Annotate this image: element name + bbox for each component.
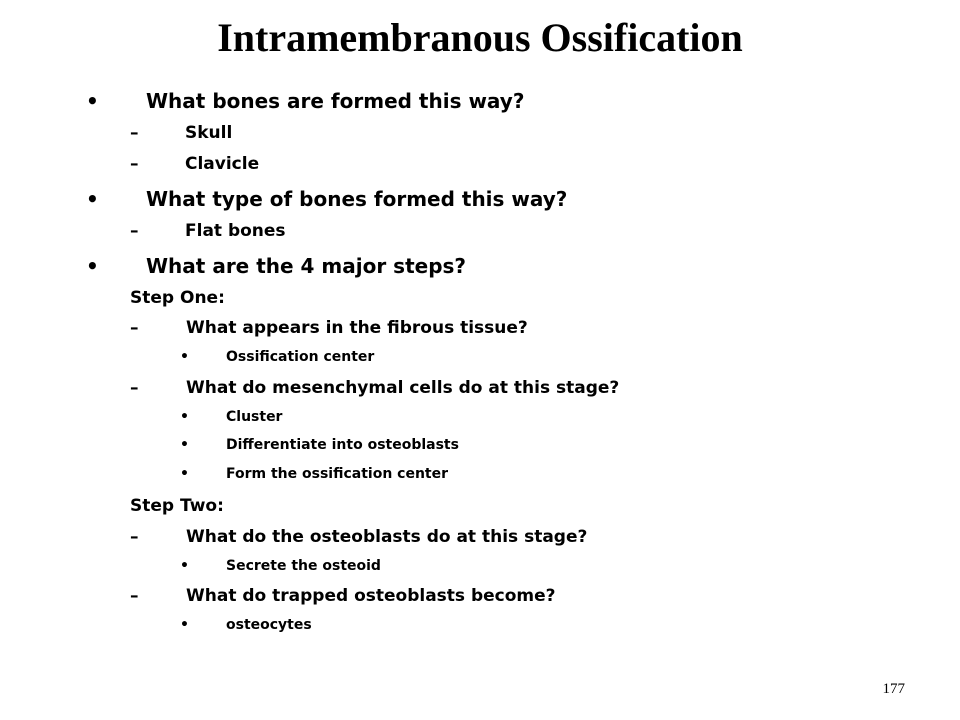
page-number: 177: [882, 681, 905, 697]
answer-text: Differentiate into osteoblasts: [226, 437, 459, 453]
answer-text: Ossification center: [226, 349, 375, 365]
question-text: What do the osteoblasts do at this stage?: [186, 527, 588, 547]
dash-icon: –: [130, 221, 139, 241]
bullet-icon: •: [180, 409, 189, 425]
answer-text: Flat bones: [185, 221, 286, 241]
question-text: What bones are formed this way?: [146, 89, 525, 113]
answer-text: Form the ossification center: [226, 466, 449, 482]
bullet-icon: •: [180, 437, 189, 453]
answer-text: osteocytes: [226, 617, 312, 633]
question-text: What do trapped osteoblasts become?: [186, 586, 556, 606]
bullet-icon: •: [180, 466, 189, 482]
dash-icon: –: [130, 318, 139, 338]
dash-icon: –: [130, 154, 139, 174]
bullet-icon: •: [180, 617, 189, 633]
dash-icon: –: [130, 527, 139, 547]
question-text: What are the 4 major steps?: [146, 254, 467, 278]
bullet-icon: •: [180, 349, 189, 365]
answer-text: Cluster: [226, 409, 283, 425]
bullet-icon: •: [86, 254, 99, 278]
dash-icon: –: [130, 586, 139, 606]
step-label: Step One:: [130, 288, 225, 308]
answer-text: Clavicle: [185, 154, 260, 174]
step-label: Step Two:: [130, 496, 224, 516]
bullet-icon: •: [86, 187, 99, 211]
question-text: What do mesenchymal cells do at this stage?: [186, 378, 620, 398]
answer-text: Skull: [185, 123, 233, 143]
dash-icon: –: [130, 378, 139, 398]
slide-title: Intramembranous Ossification: [217, 15, 743, 60]
dash-icon: –: [130, 123, 139, 143]
answer-text: Secrete the osteoid: [226, 558, 381, 574]
question-text: What type of bones formed this way?: [146, 187, 568, 211]
question-text: What appears in the fibrous tissue?: [186, 318, 528, 338]
bullet-icon: •: [180, 558, 189, 574]
bullet-icon: •: [86, 89, 99, 113]
